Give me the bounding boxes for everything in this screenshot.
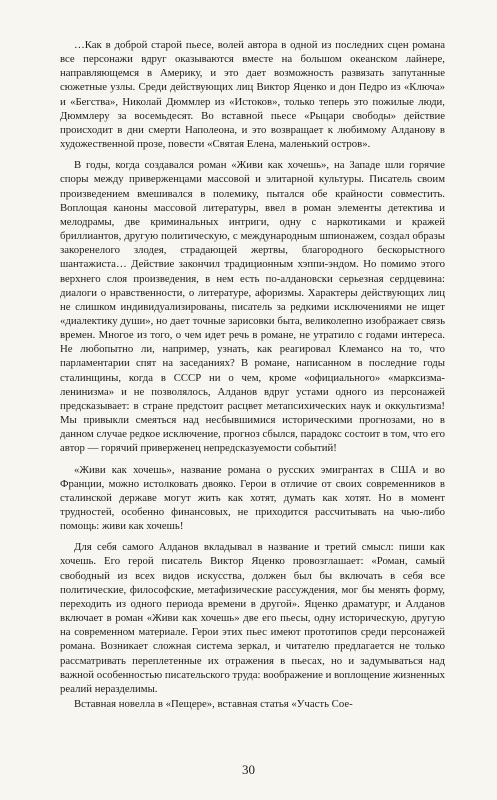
page-number: 30 [242, 762, 255, 777]
paragraph-3: «Живи как хочешь», название романа о русских эмигрантах в США и во Франции, можно истолковать двояко. Герои в отличие от своих современников в сталинской державе могут жить как хотят, думать как хотят. Но в момент трудностей, особенно финансовых, не приходится рассчитывать на чью-либо помощь: живи как хочешь! [60, 463, 445, 533]
paragraph-2: В годы, когда создавался роман «Живи как хочешь», на Западе шли горячие споры между приверженцами массовой и элитарной культуры. Писатель своим произведением вмешивался в полемику, пытался обе крайности совместить. Воплощая каноны массовой литературы, ввел в роман элементы детектива и мелодрамы, две криминальных интриги, одну с наркотиками и кражей бриллиантов, другую политическую, с международным шпионажем, создал образы закоренелого злодея, страдающей жертвы, благородного бескорыстного шантажиста… Действие закончил традиционным хэппи-эндом. Но помимо этого верхнего слоя произведения, в нем есть по-алдановски серьезная сердцевина: диалоги о нравственности, о литературе, афоризмы. Характеры действующих лиц не слишком индивидуализированы, писатель за редкими исключениями не ищет «диалектику души», но дает точные зарисовки быта, великолепно изображает связь времен. Многое из того, о чем идет речь в романе, не утратило с годами интереса. Не любопытно ли, например, узнать, как реагировал Клемансо на то, что парламентарии спят на заседаниях? В романе, написанном в последние годы сталинщины, когда в СССР ни о чем, кроме «официального» «марксизма-ленинизма» и не позволялось, Алданов вдруг устами одного из персонажей предсказывает: в стране предстоит расцвет метапсихических наук и оккультизма! Мы привыкли смеяться над несбывшимися историческими прогнозами, но в данном случае редкое исключение, прогноз сбылся, парадокс состоит в том, что его автор — горячий приверженец непредсказуемости событий! [60, 159, 445, 455]
page-body [60, 38, 445, 711]
paragraph-5: Вставная новелла в «Пещере», вставная статья «Участь Сое- [74, 698, 353, 711]
paragraph-1: …Как в доброй старой пьесе, волей автора в одной из последних сцен романа все персонажи вдруг оказываются вместе на большом океанском лайнере, направляющемся в Америку, и это дает возможность развязать запутанные сюжетные узлы. Среди действующих лиц Виктор Яценко и дон Педро из «Ключа» и «Бегства», Николай Дюммлер из «Истоков», только теперь это пожилые люди, Дюммлеру за восемьдесят. Во вставной пьесе «Рыцари свободы» действие происходит в дни смерти Наполеона, и это возвращает к любимому Алданову в художественной прозе, повести «Святая Елена, маленький остров». [60, 39, 445, 151]
paragraph-4: Для себя самого Алданов вкладывал в название и третий смысл: пиши как хочешь. Его герой писатель Виктор Яценко провозглашает: «Роман, самый свободный из всех видов искусства, должен был бы включать в себя все политические, философские, метафизические рассуждения, мог бы менять форму, переходить из одного периода времени в другой». Яценко драматург, и Алданов включает в роман «Живи как хочешь» две его пьесы, одну историческую, другую на современном материале. Герои этих пьес имеют прототипов среди персонажей романа. Возникает сложная система зеркал, и читателю предлагается не только рассматривать переплетенные их отражения в пьесах, но и задумываться над важной особенностью писательского труда: воображение и воплощение жизненных реалий неразделимы. [60, 541, 445, 695]
